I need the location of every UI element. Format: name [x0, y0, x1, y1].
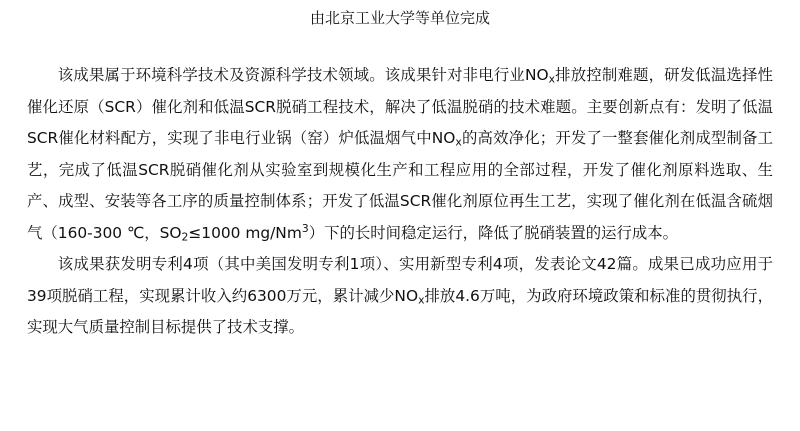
document-body [27, 60, 773, 344]
subscript: x [548, 72, 555, 86]
paragraph-text: 排放4.6万吨，为政府环境政策和标准的贯彻执行，实现大气质量控制目标提供了技术支撑。 [27, 286, 773, 336]
paragraph-2 [27, 249, 773, 344]
paragraph-text: ）下的长时间稳定运行，降低了脱硝装置的运行成本。 [308, 223, 679, 242]
subscript: x [455, 135, 462, 149]
subscript: x [418, 293, 425, 307]
paragraph-1 [27, 60, 773, 249]
paragraph-text: 该成果获发明专利4项（其中美国发明专利1项）、实用新型专利4项，发表论文42篇。成果已成功应用于39项脱硝工程，实现累计收入约6300万元，累计减少NO [27, 255, 773, 305]
paragraph-text: ≤1000 mg/Nm [188, 223, 302, 242]
paragraph-text: 该成果属于环境科学技术及资源科学技术领域。该成果针对非电行业NO [57, 66, 549, 84]
paragraph-text: 的高效净化；开发了一整套催化剂成型制备工艺，完成了低温SCR脱硝催化剂从实验室到规模化生产和工程应用的全部过程，开发了催化剂原料选取、生产、成型、安装等各工序的质量控制体系；开发了低温SCR催化剂原位再生工艺，实现了催化剂在低温含硫烟气（160-300 ℃，SO [27, 129, 773, 242]
paragraph-text: 排放控制难题，研发低温选择性催化还原（SCR）催化剂和低温SCR脱硝工程技术，解决了低温脱硝的技术难题。主要创新点有：发明了低温SCR催化材料配方，实现了非电行业锅（窑）炉低温烟气中NO [27, 66, 773, 147]
document-header: 由北京工业大学等单位完成 [309, 9, 490, 27]
subscript: 2 [181, 230, 189, 244]
superscript: 3 [301, 221, 309, 235]
